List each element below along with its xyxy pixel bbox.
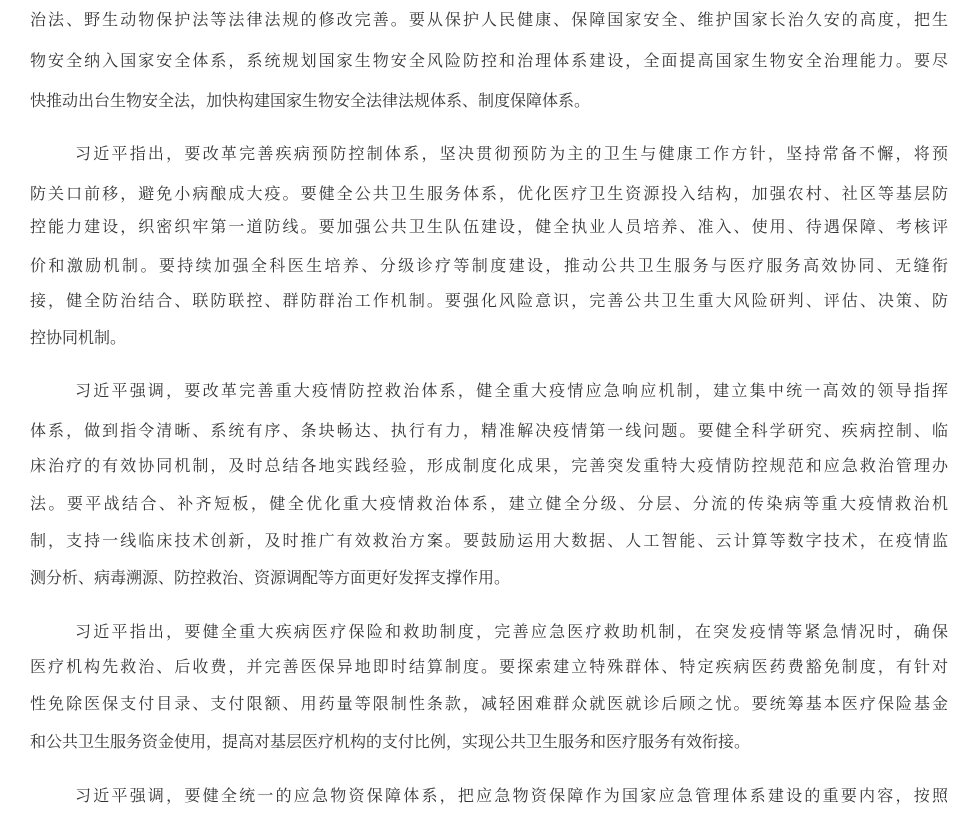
paragraph-1-line-2: 物安全纳入国家安全体系，系统规划国家生物安全风险防控和治理体系建设，全面提高国家生物安全治理能力。要尽 [30, 51, 948, 70]
paragraph-3-line-6: 测分析、病毒溯源、防控救治、资源调配等方面更好发挥支撑作用。 [30, 568, 511, 587]
paragraph-2-line-4: 价和激励机制。要持续加强全科医生培养、分级诊疗等制度建设，推动公共卫生服务与医疗服务高效协同、无缝衔 [30, 256, 948, 275]
paragraph-3-line-1: 习近平强调，要改革完善重大疫情防控救治体系，健全重大疫情应急响应机制，建立集中统一高效的领导指挥 [75, 381, 948, 400]
paragraph-5-line-1: 习近平强调，要健全统一的应急物资保障体系，把应急物资保障作为国家应急管理体系建设的重要内容，按照 [75, 786, 948, 805]
paragraph-1-line-1: 治法、野生动物保护法等法律法规的修改完善。要从保护人民健康、保障国家安全、维护国家长治久安的高度，把生 [30, 10, 948, 29]
paragraph-2-line-2: 防关口前移，避免小病酿成大疫。要健全公共卫生服务体系，优化医疗卫生资源投入结构，加强农村、社区等基层防 [30, 184, 948, 203]
paragraph-4-line-4: 和公共卫生服务资金使用，提高对基层医疗机构的支付比例，实现公共卫生服务和医疗服务有效衔接。 [30, 732, 751, 751]
paragraph-2-line-1: 习近平指出，要改革完善疾病预防控制体系，坚决贯彻预防为主的卫生与健康工作方针，坚持常备不懈，将预 [75, 144, 948, 163]
paragraph-4-line-1: 习近平指出，要健全重大疾病医疗保险和救助制度，完善应急医疗救助机制，在突发疫情等紧急情况时，确保 [75, 622, 948, 641]
paragraph-4-line-3: 性免除医保支付目录、支付限额、用药量等限制性条款，减轻困难群众就医就诊后顾之忧。要统筹基本医疗保险基金 [30, 694, 948, 713]
paragraph-1-line-3: 快推动出台生物安全法，加快构建国家生物安全法律法规体系、制度保障体系。 [30, 91, 591, 110]
paragraph-3-line-5: 制，支持一线临床技术创新，及时推广有效救治方案。要鼓励运用大数据、人工智能、云计算等数字技术，在疫情监 [30, 531, 948, 550]
paragraph-3-line-4: 法。要平战结合、补齐短板，健全优化重大疫情救治体系，建立健全分级、分层、分流的传染病等重大疫情救治机 [30, 494, 948, 513]
paragraph-2-line-5: 接，健全防治结合、联防联控、群防群治工作机制。要强化风险意识，完善公共卫生重大风险研判、评估、决策、防 [30, 291, 948, 310]
paragraph-2-line-6: 控协同机制。 [30, 328, 127, 347]
paragraph-3-line-3: 床治疗的有效协同机制，及时总结各地实践经验，形成制度化成果，完善突发重特大疫情防控规范和应急救治管理办 [30, 456, 948, 475]
paragraph-4-line-2: 医疗机构先救治、后收费，并完善医保异地即时结算制度。要探索建立特殊群体、特定疾病医药费豁免制度，有针对 [30, 657, 948, 676]
paragraph-3-line-2: 体系，做到指令清晰、系统有序、条块畅达、执行有力，精准解决疫情第一线问题。要健全科学研究、疾病控制、临 [30, 421, 948, 440]
paragraph-2-line-3: 控能力建设，织密织牢第一道防线。要加强公共卫生队伍建设，健全执业人员培养、准入、使用、待遇保障、考核评 [30, 217, 948, 236]
